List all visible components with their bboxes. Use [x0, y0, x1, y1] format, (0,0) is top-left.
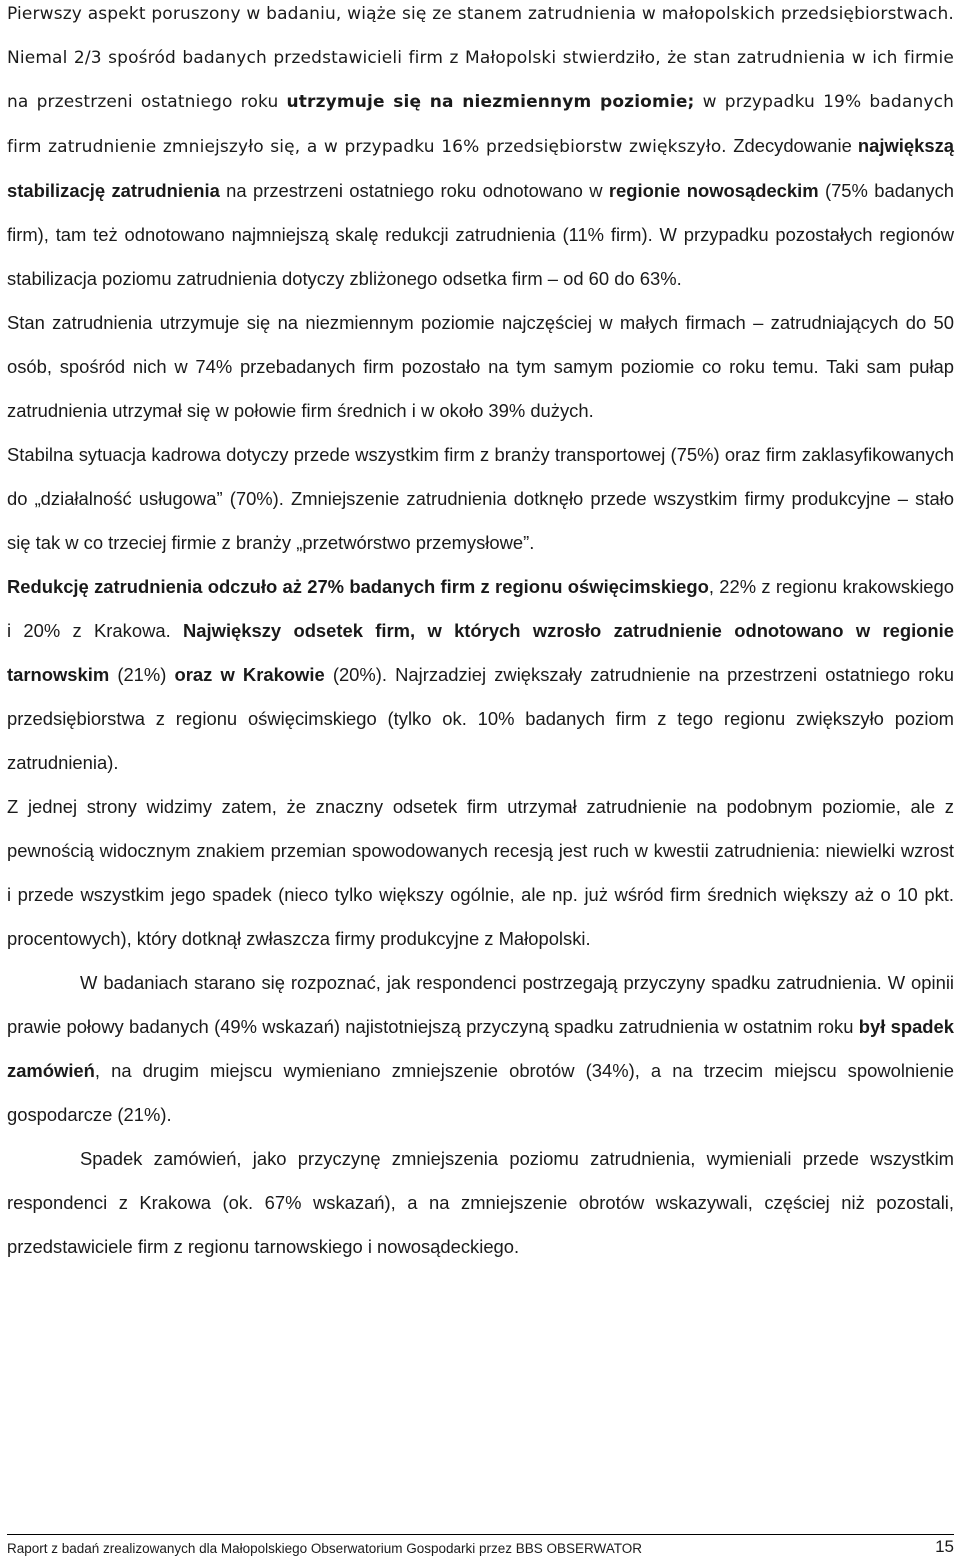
paragraph [7, 1137, 954, 1269]
bold-text: największą stabilizację zatrudnienia [7, 135, 955, 201]
paragraph [7, 961, 954, 1137]
text-run: na przestrzeni ostatniego roku odnotowano w [219, 180, 609, 201]
text-run: Pierwszy aspekt poruszony w badaniu, wiąże się ze stanem zatrudnienia w małopolskich przedsiębiorstwach. Niemal 2/3 spośród badanych przedstawicieli firm z Małopolski stwierdziło, że stan zatrudnienia w ich firmie na przestrzeni ostatniego roku [7, 4, 954, 112]
text-run: (21%) [109, 664, 175, 685]
text-run: (75% badanych firm), tam też odnotowano najmniejszą skalę redukcji zatrudnienia (11% firm). W przypadku pozostałych regionów stabilizacja poziomu zatrudnienia dotyczy zbliżonego odsetka firm – od 60 do 63%. [7, 180, 954, 289]
text-run: Z jednej strony widzimy zatem, że znaczny odsetek firm utrzymał zatrudnienie na podobnym poziomie, ale z pewnością widocznym znakiem przemian spowodowanych recesją jest ruch w kwestii zatrudnienia: niewielki wzrost i przede wszystkim jego spadek (nieco tylko większy ogólnie, ale np. już wśród firm średnich większy aż o 10 pkt. procentowych), który dotknął zwłaszcza firmy produkcyjne z Małopolski. [7, 796, 954, 949]
page-number: 15 [935, 1537, 954, 1556]
bold-text: regionie nowosądeckim [608, 180, 819, 201]
bold-text: utrzymuje się na niezmiennym poziomie; [286, 92, 695, 112]
page-footer [7, 1534, 954, 1556]
bold-text: był spadek zamówień [7, 1016, 955, 1081]
bold-text: oraz w Krakowie [174, 664, 325, 685]
footer-text: Raport z badań zrealizowanych dla Małopolskiego Obserwatorium Gospodarki przez BBS OBSERWATOR [7, 1541, 643, 1556]
text-run: Stabilna sytuacja kadrowa dotyczy przede wszystkim firm z branży transportowej (75%) oraz firm zaklasyfikowanych do „działalność usługowa” (70%). Zmniejszenie zatrudnienia dotknęło przede wszystkim firmy produkcyjne – stało się tak w co trzeciej firmie z branży „przetwórstwo przemysłowe”. [7, 444, 954, 553]
paragraph [7, 433, 954, 565]
text-run: w przypadku 19% badanych firm zatrudnienie zmniejszyło się, a w przypadku 16% przedsiębiorstw zwiększyło. [7, 92, 955, 157]
text-run: Spadek zamówień, jako przyczynę zmniejszenia poziomu zatrudnienia, wymieniali przede wszystkim respondenci z Krakowa (ok. 67% wskazań), a na zmniejszenie obrotów wskazywali, częściej niż pozostali, przedstawiciele firm z regionu tarnowskiego i nowosądeckiego. [7, 1148, 954, 1257]
body-text [7, 0, 954, 1269]
text-run: , 22% z regionu krakowskiego i 20% z Krakowa. [7, 576, 954, 641]
text-run: , na drugim miejscu wymieniano zmniejszenie obrotów (34%), a na trzecim miejscu spowolnienie gospodarcze (21%). [7, 1060, 954, 1125]
text-run: (20%). Najrzadziej zwiększały zatrudnienie na przestrzeni ostatniego roku przedsiębiorstwa z regionu oświęcimskiego (tylko ok. 10% badanych firm z tego regionu zwiększyło poziom zatrudnienia). [7, 664, 954, 773]
bold-text: Największy odsetek firm, w których wzrosło zatrudnienie odnotowano w regionie tarnowskim [7, 620, 954, 685]
paragraph [7, 565, 954, 785]
bold-text: Redukcję zatrudnienia odczuło aż 27% badanych firm z regionu oświęcimskiego [7, 576, 709, 597]
text-run: W badaniach starano się rozpoznać, jak respondenci postrzegają przyczyny spadku zatrudnienia. W opinii prawie połowy badanych (49% wskazań) najistotniejszą przyczyną spadku zatrudnienia w ostatnim roku [7, 972, 954, 1037]
text-run: Stan zatrudnienia utrzymuje się na niezmiennym poziomie najczęściej w małych firmach – zatrudniających do 50 osób, spośród nich w 74% przebadanych firm pozostało na tym samym poziomie co roku temu. Taki sam pułap zatrudnienia utrzymał się w połowie firm średnich i w około 39% dużych. [7, 312, 954, 421]
paragraph [7, 785, 954, 961]
paragraph [7, 0, 954, 301]
paragraph [7, 301, 954, 433]
text-run: Zdecydowanie [733, 135, 858, 156]
